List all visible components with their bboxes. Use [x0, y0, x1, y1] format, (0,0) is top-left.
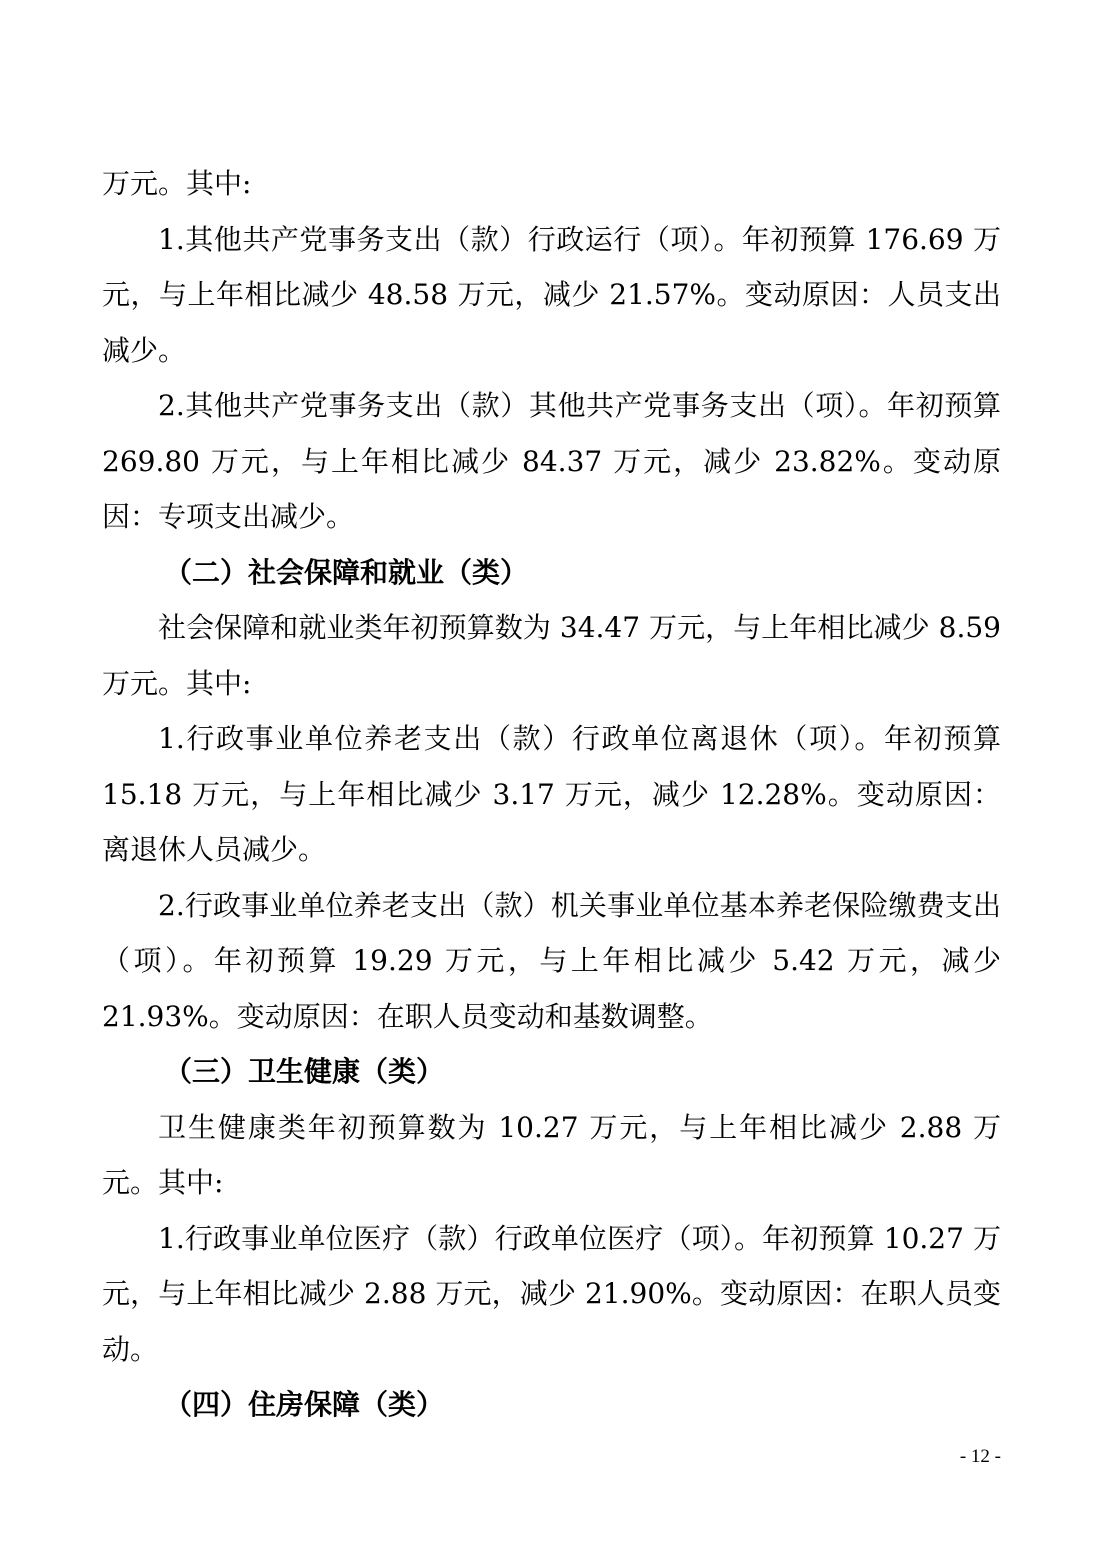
paragraph-social-security-summary: 社会保障和就业类年初预算数为 34.47 万元，与上年相比减少 8.59 万元。其中: [102, 611, 1001, 700]
section-heading-health: （三）卫生健康（类） [164, 1055, 445, 1088]
paragraph-item-retirement: 1.行政事业单位养老支出（款）行政单位离退休（项）。年初预算 15.18 万元，与上年相比减少 3.17 万元，减少 12.28%。变动原因：离退休人员减少。 [102, 722, 1001, 866]
document-body [102, 156, 1001, 1433]
section-heading-social-security: （二）社会保障和就业（类） [164, 555, 529, 589]
paragraph-item-pension-insurance: 2.行政事业单位养老支出（款）机关事业单位基本养老保险缴费支出（项）。年初预算 19.29 万元，与上年相比减少 5.42 万元，减少 21.93%。变动原因：在职人员变动和基数调整。 [102, 888, 1001, 1033]
paragraph-item-party-admin: 1.其他共产党事务支出（款）行政运行（项）。年初预算 176.69 万元，与上年相比减少 48.58 万元，减少 21.57%。变动原因：人员支出减少。 [102, 222, 1001, 367]
paragraph-item-medical: 1.行政事业单位医疗（款）行政单位医疗（项）。年初预算 10.27 万元，与上年相比减少 2.88 万元，减少 21.90%。变动原因：在职人员变动。 [102, 1221, 1001, 1366]
paragraph-continuation: 万元。其中: [102, 167, 252, 200]
paragraph-item-party-other: 2.其他共产党事务支出（款）其他共产党事务支出（项）。年初预算 269.80 万元，与上年相比减少 84.37 万元，减少 23.82%。变动原因：专项支出减少。 [102, 389, 1001, 533]
paragraph-health-summary: 卫生健康类年初预算数为 10.27 万元，与上年相比减少 2.88 万元。其中: [102, 1110, 1001, 1199]
section-heading-housing: （四）住房保障（类） [164, 1388, 445, 1421]
page-number: - 12 - [959, 1446, 1001, 1467]
